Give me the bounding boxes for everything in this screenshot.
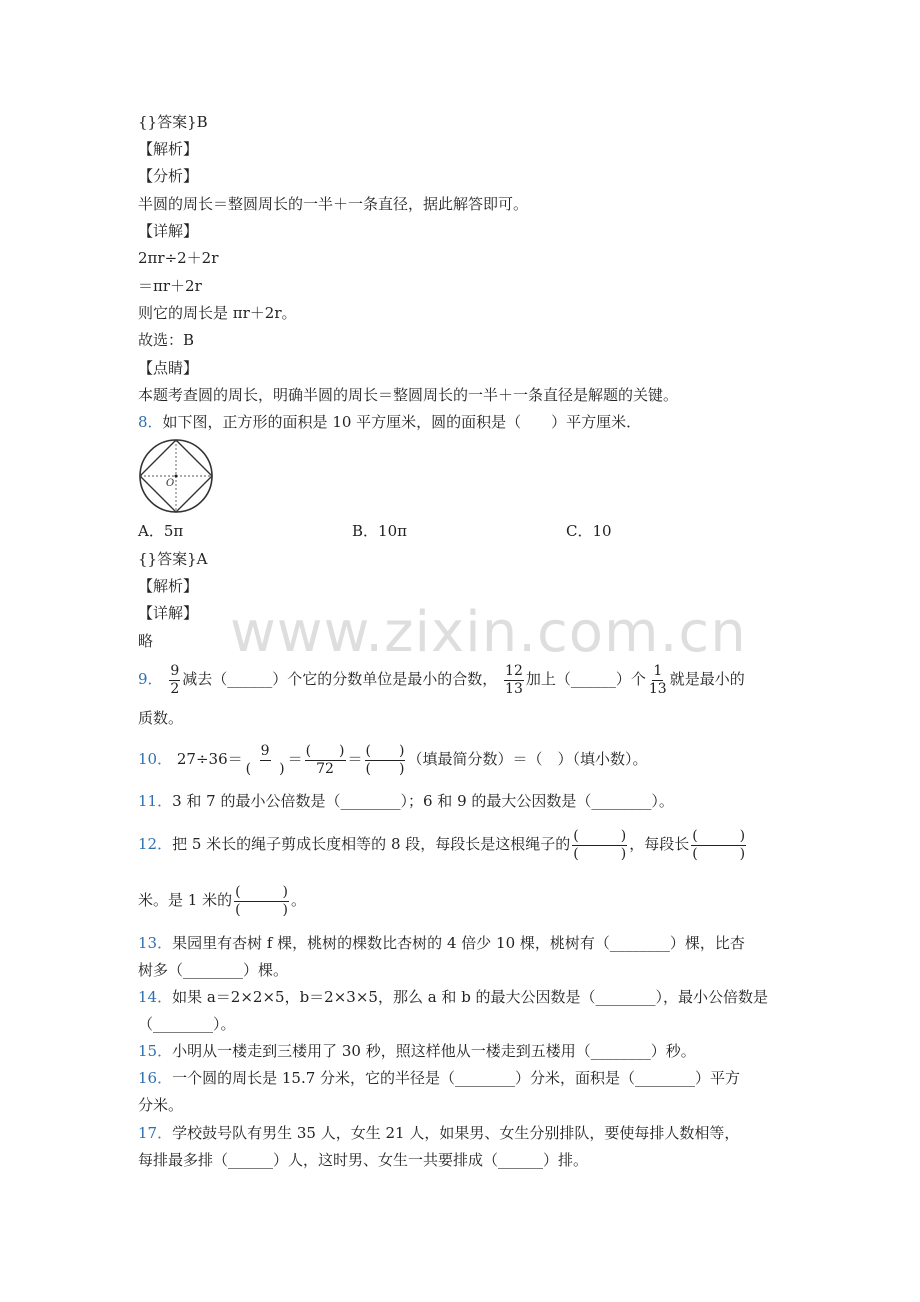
q7-step1: 2πr÷2＋2r — [138, 249, 219, 267]
q9-f2-numerator: 12 — [505, 662, 523, 679]
q10-f3-denominator: ( ) — [365, 760, 405, 777]
q12-b3-denominator: ( ) — [235, 901, 289, 918]
q7-comment: 本题考查圆的周长，明确半圆的周长＝整圆周长的一半＋一条直径是解题的关键。 — [138, 386, 679, 404]
q7-fenxi-heading: 【分析】 — [138, 167, 199, 185]
q10-equals-2: ＝ — [347, 750, 363, 768]
q17-line1 — [138, 1123, 739, 1143]
q10-f3-numerator: ( ) — [365, 742, 405, 759]
q9-text2: 加上（______）个 — [525, 670, 646, 688]
q12-b2-numerator: ( ) — [692, 827, 746, 844]
q9-text1: 减去（______）个它的分数单位是最小的合数， — [182, 670, 498, 688]
watermark: www.zixin.com.cn — [230, 600, 747, 665]
q14-number: 14． — [138, 988, 173, 1006]
q14-text1: 如果 a＝2×2×5，b＝2×3×5，那么 a 和 b 的最大公因数是（________），最小公倍数是 — [172, 988, 769, 1006]
q13-line2: 树多（________）棵。 — [138, 961, 289, 979]
q7-analysis: 半圆的周长＝整圆周长的一半＋一条直径，据此解答即可。 — [138, 195, 529, 213]
q10-fraction-1 — [245, 743, 286, 778]
q12-b1-denominator: ( ) — [573, 845, 627, 862]
q12-fraction-blank-2 — [691, 828, 746, 863]
q10-fraction-3 — [365, 743, 406, 778]
q10-f1-denominator: ( ) — [245, 760, 285, 777]
q11-text: 3 和 7 的最小公倍数是（________）；6 和 9 的最大公因数是（________）。 — [172, 792, 674, 810]
q7-choice: 故选：B — [138, 331, 195, 349]
q16-line2: 分米。 — [138, 1096, 184, 1114]
q14-line1 — [138, 987, 768, 1007]
q12-fraction-blank-3 — [234, 884, 289, 919]
q7-xiangjie-heading: 【详解】 — [138, 222, 199, 240]
center-point — [175, 475, 178, 478]
q13-number: 13． — [138, 934, 173, 952]
q17-number: 17． — [138, 1124, 173, 1142]
q7-dianjing-heading: 【点睛】 — [138, 359, 199, 377]
q13-text1: 果园里有杏树 f 棵，桃树的棵数比杏树的 4 倍少 10 棵，桃树有（________）棵，比杏 — [172, 934, 745, 952]
q10-fraction-2 — [305, 743, 346, 778]
q15-text: 小明从一楼走到三楼用了 30 秒，照这样他从一楼走到五楼用（________）秒。 — [172, 1042, 696, 1060]
q12-number: 12． — [138, 835, 173, 853]
q10-f1-numerator: 9 — [260, 742, 270, 759]
q9-fraction-9-2 — [169, 663, 180, 698]
q9-f1-denominator: 2 — [170, 680, 180, 697]
q9-line2: 质数。 — [138, 709, 184, 727]
q15-number: 15． — [138, 1042, 173, 1060]
q14-line2: （________）。 — [138, 1015, 236, 1033]
circle-square-figure — [138, 438, 214, 514]
q11-line — [138, 791, 674, 811]
q7-step2: ＝πr＋2r — [138, 277, 202, 295]
q12-b3-numerator: ( ) — [235, 883, 289, 900]
q9-f3-numerator: 1 — [653, 662, 663, 679]
q13-line1 — [138, 933, 745, 953]
q10-f2-denominator: 72 — [316, 760, 334, 777]
q8-question — [138, 412, 641, 432]
q10-f2-numerator: ( ) — [305, 742, 345, 759]
q12-b2-denominator: ( ) — [692, 845, 746, 862]
q8-option-a: A．5π — [138, 522, 184, 540]
q12-line2 — [138, 880, 306, 920]
q8-answer: {}答案}A — [138, 550, 208, 568]
q10-tail: （填最简分数）＝（ ）（填小数）。 — [407, 750, 648, 768]
q12-fraction-blank-1 — [572, 828, 627, 863]
q12-line1 — [138, 824, 748, 864]
q9-text3: 就是最小的 — [669, 670, 745, 688]
q8-text: 如下图，正方形的面积是 10 平方厘米，圆的面积是（ ）平方厘米． — [162, 413, 642, 431]
q9-fraction-1-13 — [648, 663, 668, 698]
q12-text4: 。 — [291, 891, 307, 909]
q10-number: 10． — [138, 750, 173, 768]
q16-text1: 一个圆的周长是 15.7 分米，它的半径是（________）分米，面积是（________）平方 — [172, 1069, 741, 1087]
q8-option-c: C．10 — [566, 522, 612, 540]
q15-line — [138, 1041, 696, 1061]
q9-number: 9． — [138, 670, 163, 688]
q9-f1-numerator: 9 — [170, 662, 180, 679]
q9-f2-denominator: 13 — [505, 680, 523, 697]
q8-xiangjie-heading: 【详解】 — [138, 604, 199, 622]
q8-jiexi-heading: 【解析】 — [138, 577, 199, 595]
q8-detail: 略 — [138, 632, 154, 650]
q17-text1: 学校鼓号队有男生 35 人，女生 21 人，如果男、女生分别排队，要使每排人数相等， — [172, 1124, 740, 1142]
q12-b1-numerator: ( ) — [573, 827, 627, 844]
q8-number: 8． — [138, 413, 163, 431]
q16-number: 16． — [138, 1069, 173, 1087]
q7-step3: 则它的周长是 πr＋2r。 — [138, 304, 297, 322]
q12-text3: 米。是 1 米的 — [138, 891, 233, 909]
q9-f3-denominator: 13 — [648, 680, 667, 697]
q17-line2: 每排最多排（______）人，这时男、女生一共要排成（______）排。 — [138, 1151, 589, 1169]
q8-option-b: B．10π — [352, 522, 407, 540]
center-label: O — [166, 478, 175, 489]
q10-expression: 27÷36＝ — [176, 750, 243, 768]
q10-equals-1: ＝ — [287, 750, 303, 768]
q12-text2: ，每段长 — [629, 835, 690, 853]
q7-answer: {}答案}B — [138, 113, 208, 131]
q9-line1 — [138, 660, 745, 698]
q16-line1 — [138, 1068, 740, 1088]
q12-text1: 把 5 米长的绳子剪成长度相等的 8 段，每段长是这根绳子的 — [172, 835, 571, 853]
q11-number: 11． — [138, 792, 173, 810]
q9-fraction-12-13 — [504, 663, 524, 698]
q10-line — [138, 740, 647, 778]
q7-jiexi-heading: 【解析】 — [138, 140, 199, 158]
